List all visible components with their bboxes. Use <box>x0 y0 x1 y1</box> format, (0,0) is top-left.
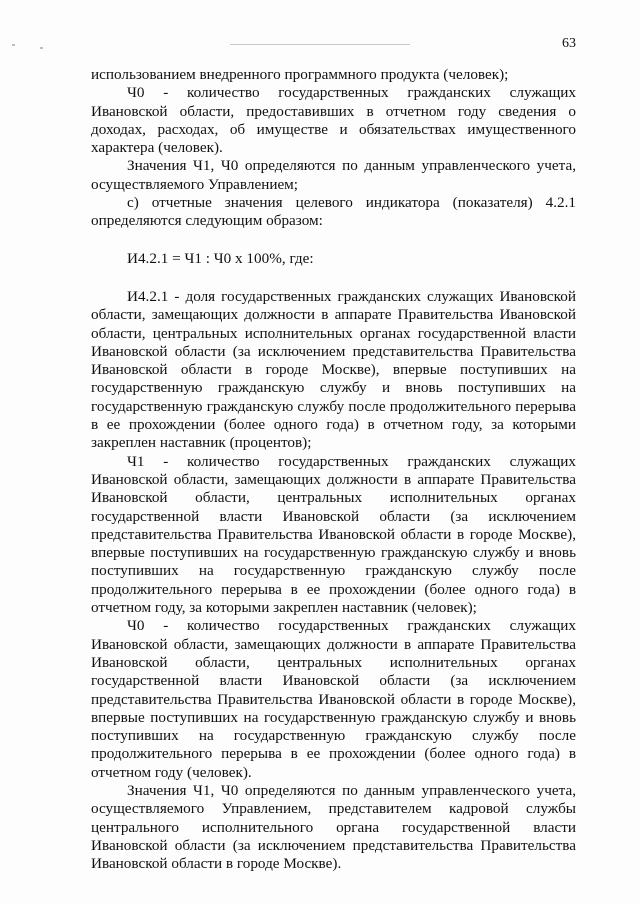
paragraph-values-source-1: Значения Ч1, Ч0 определяются по данным управленческого учета, осуществляемого Управлением; <box>91 157 576 193</box>
paragraph-ch1-definition: Ч1 - количество государственных гражданских служащих Ивановской области, замещающих должности в аппарате Правительства Ивановской области, центральных исполнительных органах государственной власти Ивановской области (за исключением представительства Правительства Ивановской области в городе Москве), впервые поступивших на государственную гражданскую службу и вновь поступивших на государственную гражданскую службу после продолжительного перерыва в ее прохождении (более одного года) в отчетном году, за которыми закреплен наставник (человек); <box>91 452 576 617</box>
page-number: 63 <box>562 36 576 51</box>
paragraph-ch0-definition-2: Ч0 - количество государственных гражданских служащих Ивановской области, замещающих должности в аппарате Правительства Ивановской области, центральных исполнительных органах государственной власти Ивановской области (за исключением представительства Правительства Ивановской области в городе Москве), впервые поступивших на государственную гражданскую службу и вновь поступивших на государственную гражданскую службу после продолжительного перерыва в ее прохождении (более одного года) в отчетном году (человек). <box>91 617 576 781</box>
paragraph-ch0-definition-1: Ч0 - количество государственных гражданских служащих Ивановской области, предоставивших в отчетном году сведения о доходах, расходах, об имуществе и обязательствах имущественного характера (человек). <box>91 84 576 157</box>
paragraph-continuation: использованием внедренного программного продукта (человек); <box>91 66 509 83</box>
formula: И4.2.1 = Ч1 : Ч0 х 100%, где: <box>127 249 314 267</box>
paragraph-i421-definition: И4.2.1 - доля государственных гражданских служащих Ивановской области, замещающих должности в аппарате Правительства Ивановской области, центральных исполнительных органах государственной власти Ивановской области (за исключением представительства Правительства Ивановской области в городе Москве), впервые поступивших на государственную гражданскую службу и вновь поступивших на государственную гражданскую службу после продолжительного перерыва в ее прохождении (более одного года) в отчетном году, за которыми закреплен наставник (процентов); <box>91 287 576 452</box>
paragraph-indicator-method: с) отчетные значения целевого индикатора (показателя) 4.2.1 определяются следующим образом: <box>91 194 576 230</box>
scan-artifact-line <box>230 44 410 45</box>
scan-artifact-dot <box>12 44 15 46</box>
paragraph-values-source-2: Значения Ч1, Ч0 определяются по данным управленческого учета, осуществляемого Управлением, представителем кадровой службы центрального исполнительного органа государственной власти Ивановской области (за исключением представительства Правительства Ивановской области в городе Москве). <box>91 781 576 873</box>
document-body <box>91 66 576 873</box>
scan-artifact-dot <box>40 47 43 49</box>
